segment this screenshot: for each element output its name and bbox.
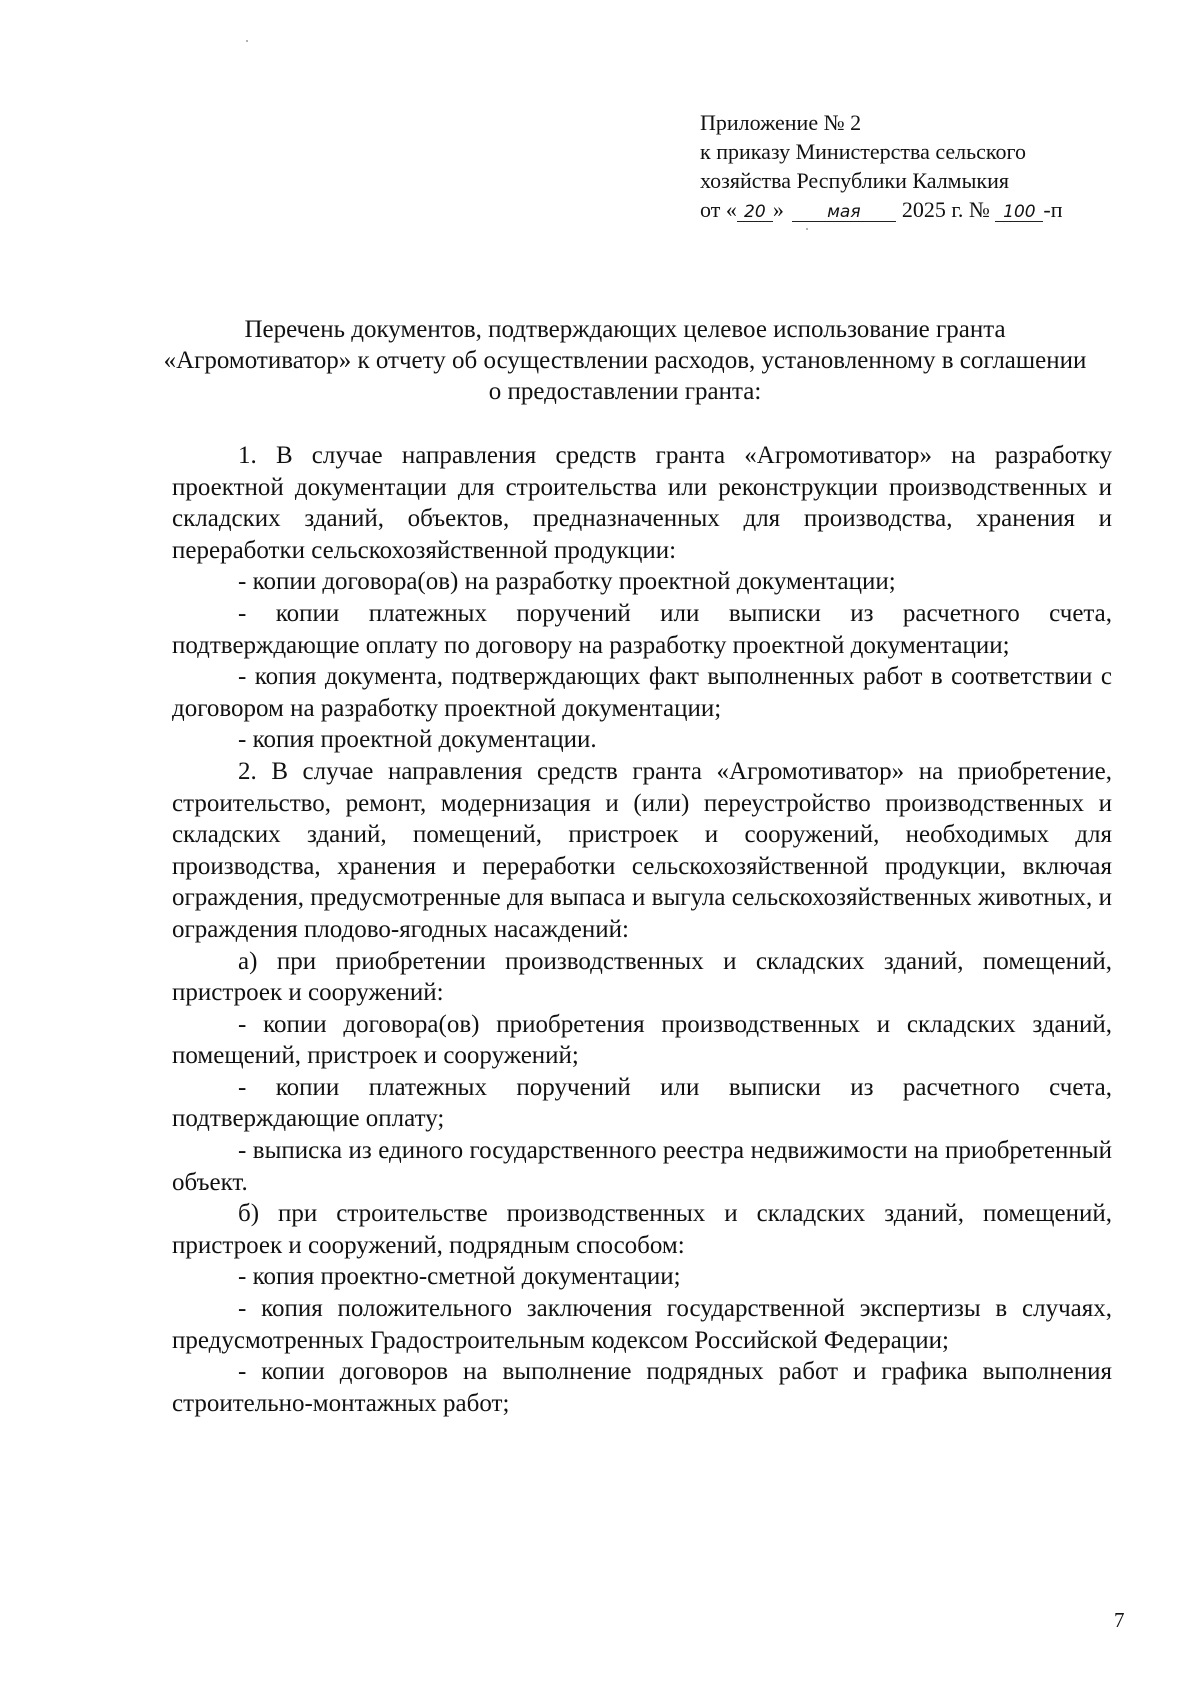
paragraph: - копии договора(ов) на разработку проектной документации; [238, 568, 896, 596]
date-day-handwritten: 20 [737, 203, 773, 222]
date-mid: » [772, 197, 784, 222]
page-number: 7 [1114, 1608, 1125, 1632]
appendix-line-1: Приложение № 2 [700, 110, 862, 135]
document-body [172, 440, 1112, 1419]
paragraph: - выписка из единого государственного реестра недвижимости на приобретенный объект. [172, 1137, 1112, 1196]
paragraph: - копии платежных поручений или выписки из расчетного счета, подтверждающие оплату; [172, 1073, 1112, 1133]
paragraph: 1. В случае направления средств гранта «Агромотиватор» на разработку проектной документации для строительства или реконструкции производственных и складских зданий, объектов, предназначенных для производства, хранения и переработки сельскохозяйственной продукции: [172, 442, 1112, 564]
date-year: 2025 г. № [901, 197, 990, 222]
appendix-line-2: к приказу Министерства сельского [700, 139, 1026, 164]
appendix-date-line [700, 195, 1062, 224]
paragraph: а) при приобретении производственных и складских зданий, помещений, пристроек и сооружений: [172, 947, 1112, 1007]
paragraph: - копия положительного заключения государственной экспертизы в случаях, предусмотренных Градостроительным кодексом Российской Федерации; [172, 1295, 1112, 1354]
scan-speck [246, 40, 248, 42]
paragraph: - копия проектной документации. [238, 726, 597, 754]
paragraph: - копии договоров на выполнение подрядных работ и графика выполнения строительно-монтажных работ; [172, 1358, 1112, 1417]
paragraph: - копия документа, подтверждающих факт выполненных работ в соответствии с договором на разработку проектной документации; [172, 663, 1112, 722]
date-month-handwritten: мая [792, 203, 896, 222]
date-prefix: от « [700, 197, 737, 222]
document-title: Перечень документов, подтверждающих целевое использование гранта «Агромотиватор» к отчету об осуществлении расходов, установленному в соглашении о предоставлении гранта: [163, 316, 1087, 405]
paragraph: - копия проектно-сметной документации; [238, 1263, 681, 1291]
paragraph: 2. В случае направления средств гранта «Агромотиватор» на приобретение, строительство, ремонт, модернизация и (или) переустройство производственных и складских зданий, помещений, пристроек и сооружений, необходимых для производства, хранения и переработки сельскохозяйственной продукции, включая ограждения, предусмотренные для выпаса и выгула сельскохозяйственных животных, и ограждения плодово-ягодных насаждений: [172, 757, 1112, 943]
appendix-header [700, 108, 1062, 224]
order-number-handwritten: 100 [995, 203, 1043, 222]
paragraph: б) при строительстве производственных и складских зданий, помещений, пристроек и сооружений, подрядным способом: [172, 1200, 1112, 1259]
scan-speck [806, 228, 808, 230]
order-suffix: -п [1043, 197, 1063, 222]
paragraph: - копии договора(ов) приобретения производственных и складских зданий, помещений, пристроек и сооружений; [172, 1010, 1112, 1070]
appendix-line-3: хозяйства Республики Калмыкия [700, 168, 1009, 193]
paragraph: - копии платежных поручений или выписки из расчетного счета, подтверждающие оплату по договору на разработку проектной документации; [172, 599, 1112, 659]
